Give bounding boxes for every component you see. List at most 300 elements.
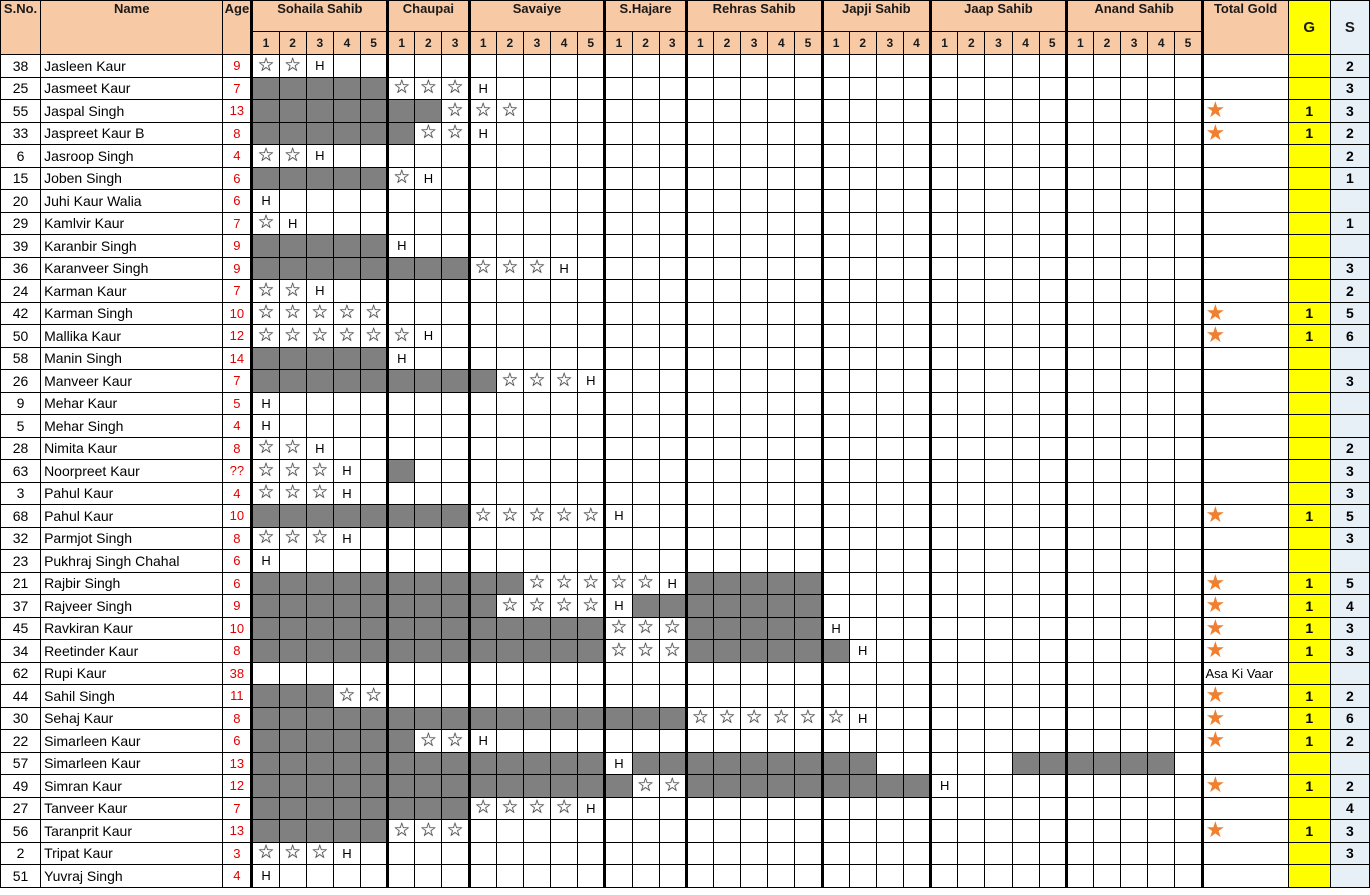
level-cell [361, 415, 388, 438]
level-cell [768, 145, 795, 168]
completed-cell [306, 122, 333, 145]
completed-cell [252, 617, 279, 640]
level-cell [442, 302, 469, 325]
completed-cell [523, 707, 550, 730]
level-cell [442, 437, 469, 460]
level-cell [306, 437, 333, 460]
level-cell [252, 482, 279, 505]
level-cell [985, 77, 1012, 100]
level-cell [795, 77, 822, 100]
level-cell [741, 212, 768, 235]
table-row [1, 347, 1370, 370]
held-mark: H [667, 575, 677, 591]
level-cell [741, 730, 768, 753]
star-icon: ☆ [446, 819, 464, 841]
star-icon: ☆ [257, 842, 275, 864]
level-cell [849, 302, 876, 325]
level-cell [1121, 640, 1148, 663]
level-cell [713, 100, 740, 123]
level-cell [1175, 415, 1202, 438]
held-mark: H [342, 485, 352, 501]
level-cell [333, 392, 360, 415]
table-row [1, 437, 1370, 460]
level-cell [795, 347, 822, 370]
completed-cell [415, 640, 442, 663]
star-icon: ☆ [284, 324, 302, 346]
level-cell [822, 797, 849, 820]
level-cell [985, 865, 1012, 888]
level-cell [1093, 797, 1120, 820]
level-cell [931, 730, 958, 753]
level-number: 2 [849, 32, 876, 55]
level-cell [469, 122, 496, 145]
level-cell [768, 550, 795, 573]
completed-cell [496, 572, 523, 595]
star-icon: ☆ [338, 302, 356, 324]
level-cell [279, 302, 306, 325]
level-cell [333, 302, 360, 325]
level-cell [469, 325, 496, 348]
level-cell [523, 280, 550, 303]
level-cell [415, 662, 442, 685]
level-cell [903, 55, 930, 78]
completed-cell [279, 572, 306, 595]
level-number: 3 [741, 32, 768, 55]
completed-cell [252, 685, 279, 708]
level-cell [768, 797, 795, 820]
level-cell [469, 527, 496, 550]
level-cell [469, 257, 496, 280]
level-cell [469, 280, 496, 303]
completed-cell [252, 797, 279, 820]
level-cell [795, 280, 822, 303]
level-cell [903, 370, 930, 393]
completed-cell [1148, 752, 1175, 775]
level-cell [605, 617, 632, 640]
level-cell [1175, 865, 1202, 888]
level-cell [1093, 280, 1120, 303]
level-cell [605, 752, 632, 775]
level-cell [496, 662, 523, 685]
level-cell [523, 167, 550, 190]
level-cell [849, 347, 876, 370]
level-cell [876, 280, 903, 303]
level-cell [1148, 392, 1175, 415]
level-cell [1093, 865, 1120, 888]
completed-cell [388, 775, 415, 798]
level-cell [632, 257, 659, 280]
level-cell [768, 392, 795, 415]
star-count: 3 [1330, 527, 1369, 550]
total-gold-cell [1202, 707, 1288, 730]
level-cell [333, 865, 360, 888]
level-cell [306, 280, 333, 303]
level-cell [686, 55, 713, 78]
completed-cell [306, 370, 333, 393]
level-cell [578, 190, 605, 213]
student-age: 11 [223, 685, 252, 708]
level-cell [903, 842, 930, 865]
section-header-row [1, 1, 1370, 32]
level-cell [849, 527, 876, 550]
level-cell [388, 235, 415, 258]
star-icon: ☆ [528, 369, 546, 391]
total-gold-cell [1202, 595, 1288, 618]
level-cell [686, 347, 713, 370]
star-icon: ☆ [338, 324, 356, 346]
total-gold-cell [1202, 280, 1288, 303]
gold-count [1288, 550, 1330, 573]
level-cell [795, 842, 822, 865]
held-mark: H [261, 553, 271, 569]
level-cell [1039, 100, 1066, 123]
level-cell [1121, 527, 1148, 550]
star-count: 2 [1330, 122, 1369, 145]
level-cell [1012, 482, 1039, 505]
level-cell [713, 302, 740, 325]
level-cell [1012, 572, 1039, 595]
level-cell [822, 190, 849, 213]
serial-number: 57 [1, 752, 41, 775]
completed-cell [306, 167, 333, 190]
completed-cell [252, 730, 279, 753]
level-cell [903, 122, 930, 145]
star-icon: ☆ [528, 797, 546, 819]
level-cell [741, 482, 768, 505]
level-cell [876, 730, 903, 753]
level-cell [659, 527, 686, 550]
star-icon: ☆ [446, 729, 464, 751]
completed-cell [713, 617, 740, 640]
level-cell [849, 257, 876, 280]
level-cell [1066, 775, 1093, 798]
level-cell [578, 257, 605, 280]
completed-cell [578, 617, 605, 640]
completed-cell [523, 640, 550, 663]
level-cell [1093, 550, 1120, 573]
level-cell [903, 797, 930, 820]
level-cell [1039, 662, 1066, 685]
level-cell [469, 77, 496, 100]
level-cell [1148, 842, 1175, 865]
level-cell [659, 685, 686, 708]
level-cell [1175, 212, 1202, 235]
level-cell [496, 685, 523, 708]
level-cell [931, 460, 958, 483]
completed-cell [388, 572, 415, 595]
level-number: 3 [659, 32, 686, 55]
level-cell [632, 550, 659, 573]
level-cell [442, 100, 469, 123]
level-cell [822, 212, 849, 235]
completed-cell [632, 707, 659, 730]
completed-cell [768, 775, 795, 798]
level-cell [1066, 842, 1093, 865]
level-cell [713, 527, 740, 550]
level-cell [1121, 190, 1148, 213]
level-cell [741, 122, 768, 145]
gold-star-icon: ★ [1205, 684, 1226, 707]
completed-cell [849, 775, 876, 798]
completed-cell [361, 595, 388, 618]
serial-number: 38 [1, 55, 41, 78]
level-cell [578, 437, 605, 460]
level-cell [1066, 730, 1093, 753]
star-icon: ☆ [284, 279, 302, 301]
level-number: 5 [1039, 32, 1066, 55]
level-cell [1148, 505, 1175, 528]
completed-cell [252, 370, 279, 393]
level-cell [1066, 190, 1093, 213]
level-cell [469, 190, 496, 213]
star-icon: ☆ [555, 369, 573, 391]
level-cell [605, 662, 632, 685]
level-cell [849, 617, 876, 640]
completed-cell [415, 797, 442, 820]
level-number: 1 [605, 32, 632, 55]
gold-count [1288, 527, 1330, 550]
level-cell [1039, 122, 1066, 145]
level-cell [903, 752, 930, 775]
level-cell [931, 617, 958, 640]
level-cell [361, 325, 388, 348]
level-cell [1012, 730, 1039, 753]
completed-cell [415, 595, 442, 618]
student-name: Yuvraj Singh [41, 865, 223, 888]
completed-cell [415, 370, 442, 393]
level-cell [768, 707, 795, 730]
completed-cell [768, 752, 795, 775]
table-row [1, 190, 1370, 213]
gold-count: 1 [1288, 100, 1330, 123]
level-cell [333, 437, 360, 460]
level-cell [1148, 797, 1175, 820]
level-cell [578, 865, 605, 888]
level-cell [741, 550, 768, 573]
level-cell [686, 662, 713, 685]
star-icon: ☆ [311, 302, 329, 324]
completed-cell [279, 235, 306, 258]
completed-cell [361, 370, 388, 393]
level-cell [849, 595, 876, 618]
level-number: 2 [958, 32, 985, 55]
level-cell [1066, 640, 1093, 663]
level-cell [551, 865, 578, 888]
level-cell [931, 77, 958, 100]
serial-number: 5 [1, 415, 41, 438]
level-cell [741, 865, 768, 888]
level-cell [1148, 77, 1175, 100]
level-cell [1093, 235, 1120, 258]
level-number: 3 [1121, 32, 1148, 55]
level-cell [958, 460, 985, 483]
level-cell [605, 640, 632, 663]
level-cell [1121, 460, 1148, 483]
level-cell [469, 797, 496, 820]
star-icon: ☆ [284, 842, 302, 864]
level-cell [1039, 775, 1066, 798]
level-cell [1039, 437, 1066, 460]
total-gold-cell [1202, 797, 1288, 820]
star-count: 1 [1330, 212, 1369, 235]
star-icon: ☆ [311, 527, 329, 549]
total-gold-cell [1202, 77, 1288, 100]
level-cell [1066, 527, 1093, 550]
level-cell [713, 820, 740, 843]
level-cell [985, 820, 1012, 843]
completed-cell [686, 775, 713, 798]
level-cell [876, 707, 903, 730]
held-mark: H [315, 148, 325, 164]
completed-cell [496, 775, 523, 798]
level-cell [1066, 437, 1093, 460]
level-cell [985, 302, 1012, 325]
level-cell [306, 302, 333, 325]
level-cell [1175, 842, 1202, 865]
level-cell [768, 122, 795, 145]
level-cell [1148, 662, 1175, 685]
completed-cell [279, 347, 306, 370]
level-cell [768, 302, 795, 325]
level-cell [1093, 572, 1120, 595]
level-cell [795, 190, 822, 213]
level-cell [686, 730, 713, 753]
level-cell [551, 505, 578, 528]
level-cell [1121, 730, 1148, 753]
level-cell [768, 662, 795, 685]
level-cell [1066, 167, 1093, 190]
level-cell [1175, 145, 1202, 168]
serial-number: 21 [1, 572, 41, 595]
level-cell [741, 437, 768, 460]
level-cell [985, 797, 1012, 820]
level-cell [1039, 212, 1066, 235]
table-row [1, 280, 1370, 303]
student-name: Karanbir Singh [41, 235, 223, 258]
serial-number: 28 [1, 437, 41, 460]
level-cell [903, 617, 930, 640]
level-cell [578, 167, 605, 190]
level-cell [822, 662, 849, 685]
gold-count: 1 [1288, 122, 1330, 145]
level-cell [659, 235, 686, 258]
level-cell [985, 662, 1012, 685]
level-cell [768, 325, 795, 348]
level-cell [523, 190, 550, 213]
level-cell [496, 235, 523, 258]
level-cell [1175, 527, 1202, 550]
held-mark: H [423, 328, 434, 344]
level-cell [632, 212, 659, 235]
level-cell [469, 145, 496, 168]
level-cell [931, 685, 958, 708]
total-gold-cell [1202, 55, 1288, 78]
level-cell [1066, 77, 1093, 100]
level-cell [632, 617, 659, 640]
gold-count: 1 [1288, 325, 1330, 348]
star-icon: ☆ [555, 504, 573, 526]
level-cell [1093, 820, 1120, 843]
level-number: 1 [388, 32, 415, 55]
level-cell [903, 392, 930, 415]
level-cell [252, 460, 279, 483]
level-cell [849, 190, 876, 213]
serial-number: 26 [1, 370, 41, 393]
level-cell [985, 775, 1012, 798]
star-icon: ☆ [257, 54, 275, 76]
level-cell [741, 685, 768, 708]
level-cell [1121, 257, 1148, 280]
student-name: Mehar Kaur [41, 392, 223, 415]
held-mark: H [939, 778, 950, 794]
level-cell [903, 460, 930, 483]
completed-cell [279, 775, 306, 798]
level-cell [632, 662, 659, 685]
level-cell [523, 235, 550, 258]
level-cell [388, 415, 415, 438]
level-cell [985, 257, 1012, 280]
level-cell [713, 865, 740, 888]
level-cell [1093, 617, 1120, 640]
star-count [1330, 190, 1369, 213]
level-cell [768, 415, 795, 438]
section-header: S.Hajare [605, 1, 686, 32]
level-cell [632, 167, 659, 190]
level-cell [876, 797, 903, 820]
level-cell [1039, 167, 1066, 190]
completed-cell [741, 617, 768, 640]
level-cell [551, 460, 578, 483]
completed-cell [523, 752, 550, 775]
level-cell [469, 505, 496, 528]
completed-cell [768, 640, 795, 663]
serial-number: 24 [1, 280, 41, 303]
level-cell [1093, 842, 1120, 865]
name-header: Name [41, 1, 223, 55]
level-cell [1039, 797, 1066, 820]
level-cell [958, 550, 985, 573]
level-cell [1039, 617, 1066, 640]
level-cell [822, 55, 849, 78]
completed-cell [279, 797, 306, 820]
total-gold-cell [1202, 415, 1288, 438]
student-age: 4 [223, 415, 252, 438]
held-mark: H [315, 283, 325, 299]
gold-count: 1 [1288, 595, 1330, 618]
level-cell [333, 482, 360, 505]
level-cell [605, 685, 632, 708]
level-cell [523, 437, 550, 460]
level-cell [496, 370, 523, 393]
level-cell [578, 122, 605, 145]
total-gold-cell [1202, 572, 1288, 595]
student-name: Sahil Singh [41, 685, 223, 708]
level-cell [876, 325, 903, 348]
completed-cell [279, 640, 306, 663]
completed-cell [795, 640, 822, 663]
level-cell [551, 527, 578, 550]
completed-cell [252, 775, 279, 798]
level-cell [1148, 707, 1175, 730]
held-mark: H [261, 193, 271, 209]
level-cell [1175, 347, 1202, 370]
level-cell [1039, 415, 1066, 438]
level-cell [523, 370, 550, 393]
level-cell [578, 842, 605, 865]
level-cell [333, 662, 360, 685]
level-cell [632, 685, 659, 708]
level-number: 2 [1093, 32, 1120, 55]
